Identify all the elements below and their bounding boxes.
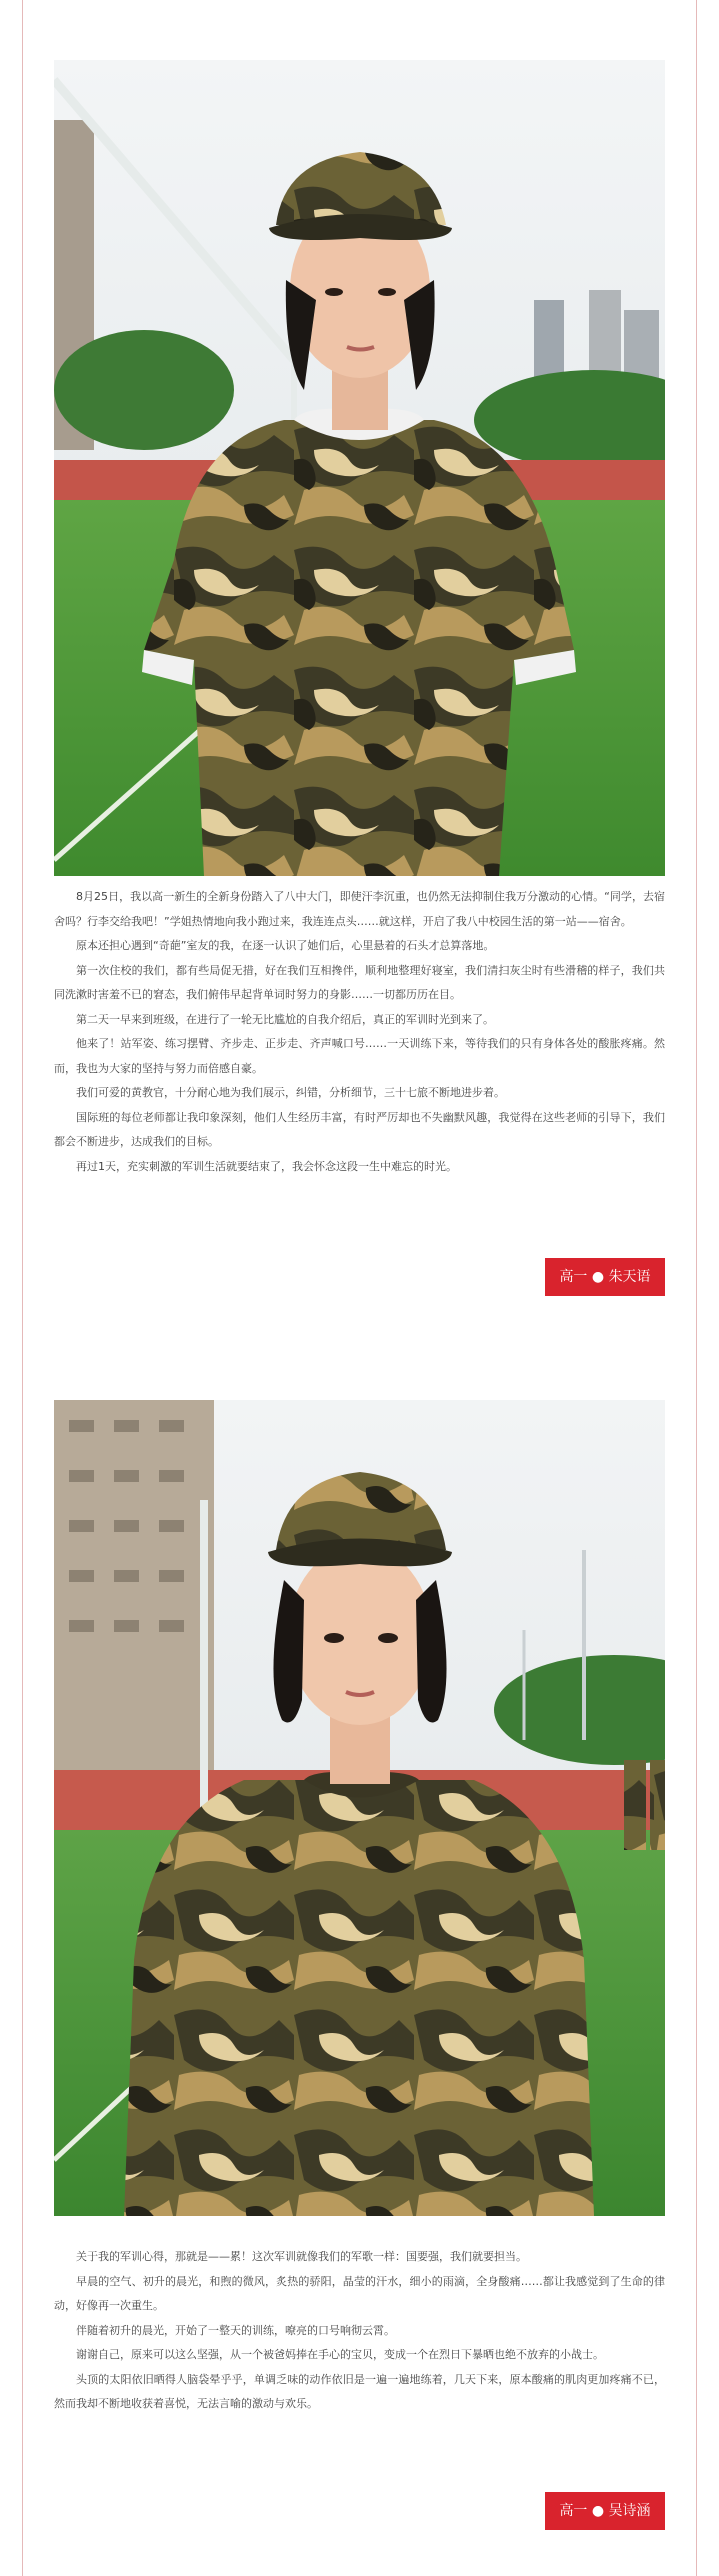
- paragraph: 国际班的每位老师都让我印象深刻，他们人生经历丰富，有时严厉却也不失幽默风趣，我觉得在这些老师的引导下，我们都会不断进步，达成我们的目标。: [54, 1110, 665, 1148]
- tag-author-name: 吴诗涵: [608, 2503, 651, 2519]
- tag-class: 高一: [559, 1269, 588, 1285]
- paragraph: 我们可爱的黄教官，十分耐心地为我们展示，纠错，分析细节，三十七旅不断地进步着。: [76, 1086, 505, 1099]
- left-border-line: [22, 0, 23, 2576]
- article-text-1: [54, 885, 665, 1179]
- right-border-line: [696, 0, 697, 2576]
- bullet-dot-icon: ●: [587, 2503, 609, 2519]
- bullet-dot-icon: ●: [587, 1269, 609, 1285]
- paragraph: 第一次住校的我们，都有些局促无措，好在我们互相搀伴，顺利地整理好寝室，我们清扫灰尘时有些滑稽的样子，我们共同洗漱时害羞不已的窘态，我们俯伟早起背单词时努力的身影……一切都历历在目。: [54, 963, 665, 1001]
- paragraph: 早晨的空气、初升的晨光，和煦的微风，炙热的骄阳，晶莹的汗水，细小的雨滴，全身酸痛……都让我感觉到了生命的律动，好像再一次重生。: [54, 2274, 665, 2312]
- paragraph: 原本还担心遇到“奇葩”室友的我，在逐一认识了她们后，心里悬着的石头才总算落地。: [76, 939, 495, 952]
- student-photo-2: [54, 1400, 665, 2216]
- paragraph: 谢谢自己，原来可以这么坚强，从一个被爸妈捧在手心的宝贝，变成一个在烈日下暴晒也绝不放弃的小战士。: [76, 2348, 604, 2361]
- paragraph: 头顶的太阳依旧晒得人脑袋晕乎乎，单调乏味的动作依旧是一遍一遍地练着，几天下来，原本酸痛的肌肉更加疼痛不已，然而我却不断地收获着喜悦，无法言喻的激动与欢乐。: [54, 2372, 665, 2410]
- paragraph: 伴随着初升的晨光，开始了一整天的训练，嘹亮的口号响彻云霄。: [76, 2323, 395, 2337]
- author-name-tag-2: [545, 2492, 665, 2530]
- paragraph: 关于我的军训心得，那就是——累！这次军训就像我们的军歌一样：国要强，我们就要担当。: [76, 2250, 527, 2263]
- author-name-tag-1: [545, 1258, 665, 1296]
- photo-illustration-2: [54, 1400, 665, 2216]
- tag-author-name: 朱天语: [608, 1269, 651, 1285]
- paragraph: 第二天一早来到班级，在进行了一轮无比尴尬的自我介绍后，真正的军训时光到来了。: [76, 1012, 494, 1026]
- paragraph: 他来了！站军姿、练习摆臂、齐步走、正步走、齐声喊口号……一天训练下来，等待我们的只有身体各处的酸胀疼痛。然而，我也为大家的坚持与努力而倍感自豪。: [54, 1037, 665, 1075]
- tag-class: 高一: [559, 2503, 588, 2519]
- article-text-2: [54, 2245, 665, 2417]
- student-photo-1: [54, 60, 665, 876]
- paragraph: 8月25日，我以高一新生的全新身份踏入了八中大门，即使汗李沉重，也仍然无法抑制住我万分激动的心情。“同学，去宿舍吗？行李交给我吧！”学姐热情地向我小跑过来，我连连点头……就这样，开启了我八中校园生活的第一站——宿舍。: [54, 890, 665, 928]
- photo-illustration-1: [54, 60, 665, 876]
- paragraph: 再过1天，充实刺激的军训生活就要结束了，我会怀念这段一生中难忘的时光。: [76, 1159, 457, 1173]
